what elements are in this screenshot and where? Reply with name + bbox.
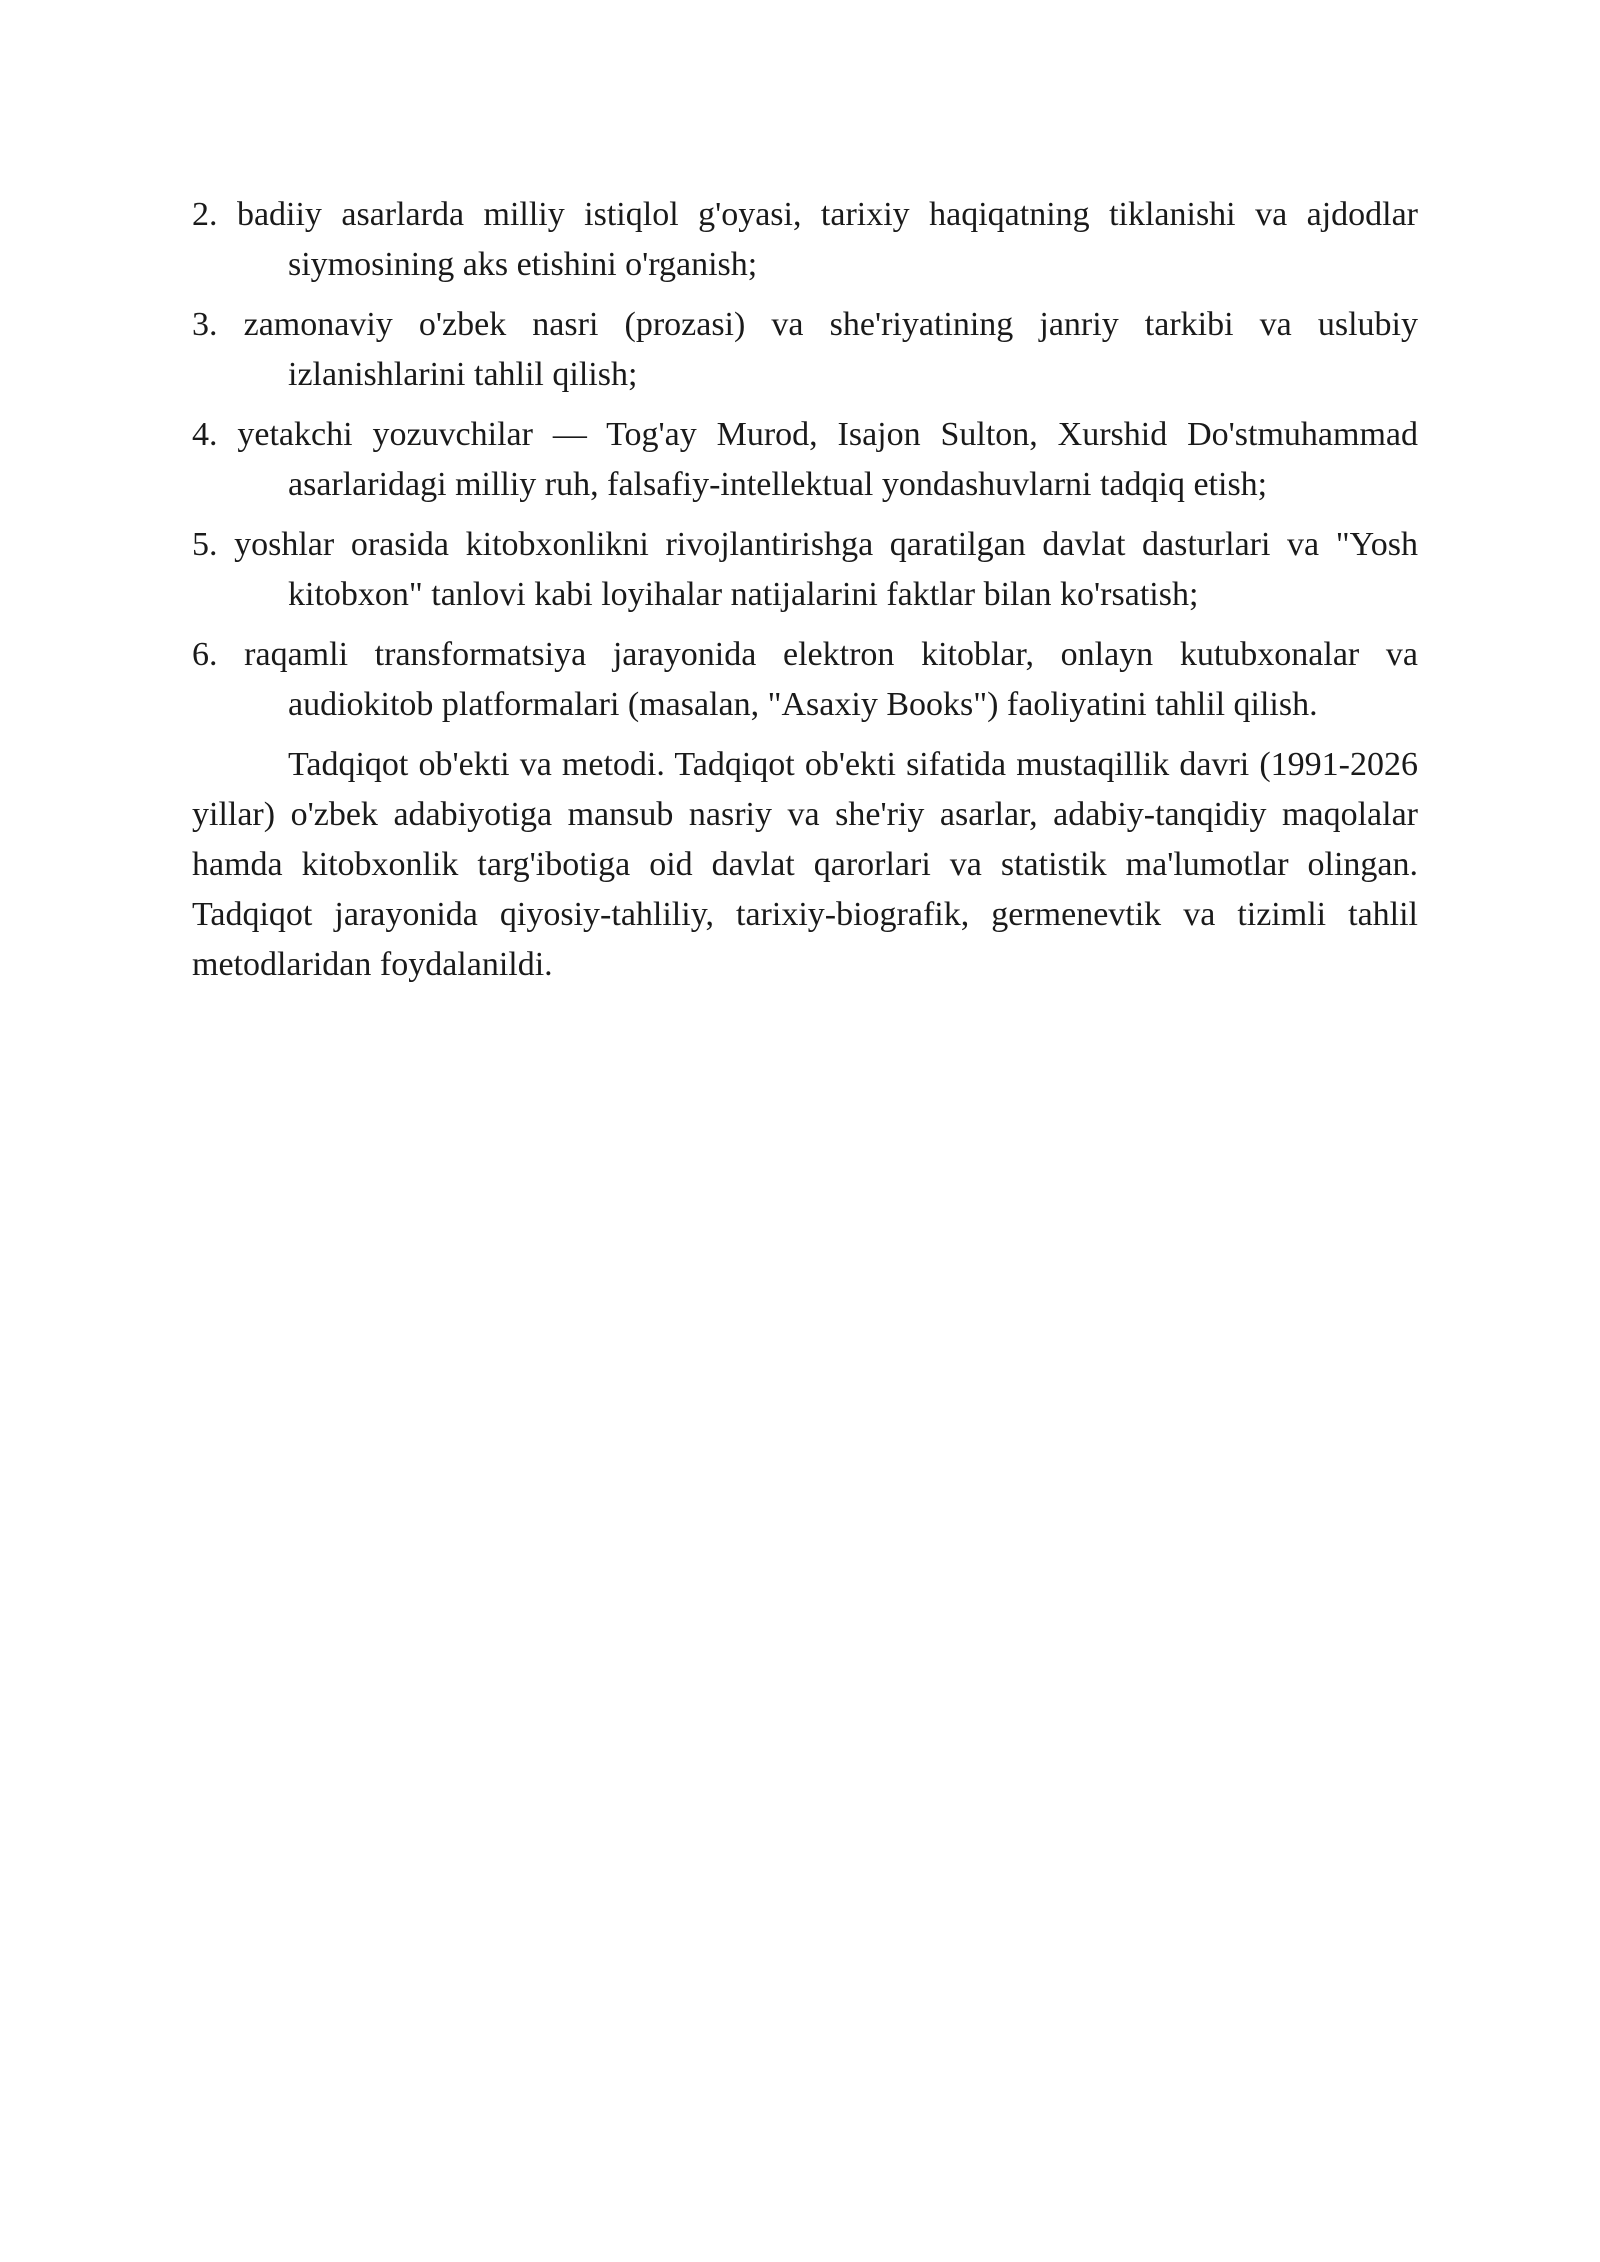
numbered-list (192, 190, 1418, 730)
list-item-number: 3. (192, 306, 218, 343)
document-body (192, 190, 1418, 990)
list-item (192, 630, 1418, 730)
list-item (192, 190, 1418, 290)
list-item-text: raqamli transformatsiya jarayonida elektron kitoblar, onlayn kutubxonalar va audiokitob platformalari (masalan, "Asaxiy Books") faoliyatini tahlil qilish. (244, 636, 1418, 723)
list-item-text: yoshlar orasida kitobxonlikni rivojlantirishga qaratilgan davlat dasturlari va "Yosh kitobxon" tanlovi kabi loyihalar natijalarini faktlar bilan ko'rsatish; (234, 526, 1419, 613)
list-item (192, 300, 1418, 400)
body-paragraph: Tadqiqot ob'ekti va metodi. Tadqiqot ob'ekti sifatida mustaqillik davri (1991-2026 yillar) o'zbek adabiyotiga mansub nasriy va she'riy asarlar, adabiy-tanqidiy maqolalar hamda kitobxonlik targ'ibotiga oid davlat qarorlari va statistik ma'lumotlar olingan. Tadqiqot jarayonida qiyosiy-tahliliy, tarixiy-biografik, germenevtik va tizimli tahlil metodlaridan foydalanildi. (192, 746, 1418, 983)
list-item-text: yetakchi yozuvchilar — Tog'ay Murod, Isajon Sulton, Xurshid Do'stmuhammad asarlaridagi milliy ruh, falsafiy-intellektual yondashuvlarni tadqiq etish; (237, 416, 1419, 503)
list-item-number: 4. (192, 416, 218, 453)
list-item-text: zamonaviy o'zbek nasri (prozasi) va she'riyatining janriy tarkibi va uslubiy izlanishlarini tahlil qilish; (243, 306, 1418, 393)
list-item-number: 2. (192, 196, 218, 233)
list-item-text: badiiy asarlarda milliy istiqlol g'oyasi, tarixiy haqiqatning tiklanishi va ajdodlar siymosining aks etishini o'rganish; (236, 196, 1419, 283)
list-item (192, 410, 1418, 510)
list-item (192, 520, 1418, 620)
list-item-number: 5. (192, 526, 218, 563)
list-item-number: 6. (192, 636, 218, 673)
